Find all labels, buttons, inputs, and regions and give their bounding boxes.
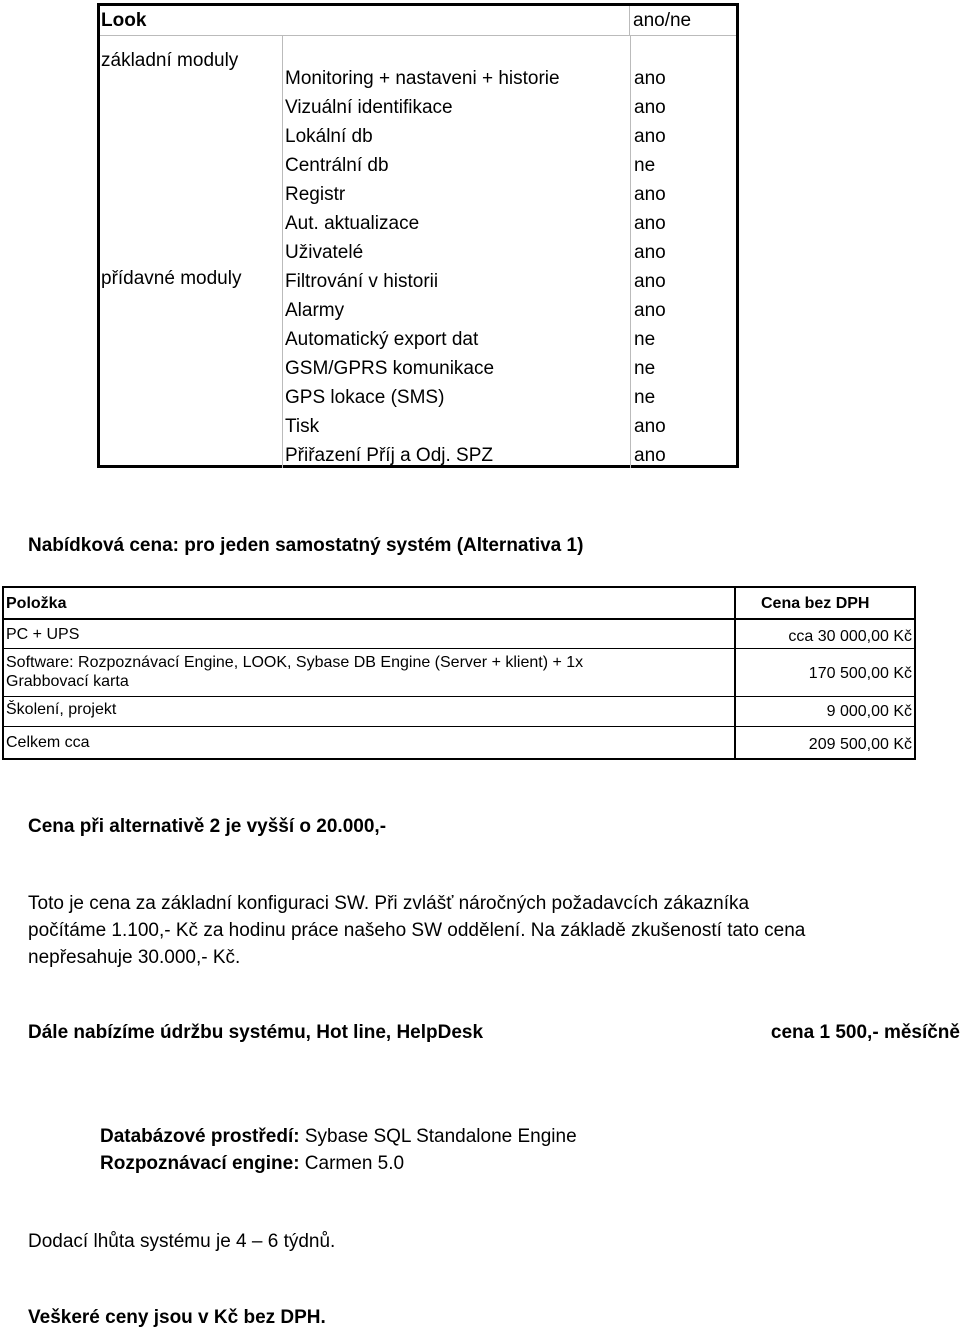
maintenance-price: cena 1 500,- měsíčně [770,1022,960,1043]
module-name: Filtrování v historii [285,271,439,292]
module-row [283,93,736,122]
row-divider [4,618,914,620]
module-name: Aut. aktualizace [285,213,420,234]
row-divider [4,726,914,727]
module-row [283,64,736,93]
module-row [283,325,736,354]
col-item-header: Položka [6,595,67,612]
module-value: ne [634,358,656,379]
module-row [283,151,736,180]
db-label: Databázové prostředí: [100,1126,300,1147]
offer-price: 170 500,00 Kč [808,665,912,682]
module-name: Tisk [285,416,320,437]
db-environment [100,1126,577,1148]
addon-modules-label: přídavné moduly [101,268,242,289]
offer-price: 9 000,00 Kč [826,703,912,720]
module-row [283,122,736,151]
base-modules-label: základní moduly [101,50,239,71]
module-name: Monitoring + nastaveni + historie [285,68,560,89]
prices-note: Veškeré ceny jsou v Kč bez DPH. [28,1307,326,1328]
modules-header-label: Look [100,6,630,36]
maintenance-label: Dále nabízíme údržbu systému, Hot line, HelpDesk [28,1022,484,1043]
row-divider [4,696,914,697]
offer-item: Školení, projekt [6,701,117,718]
recognition-engine [100,1153,404,1175]
config-note-line: Toto je cena za základní konfiguraci SW. Při zvlášť náročných požadavcích zákazníka [28,893,750,914]
modules-header-value: ano/ne [630,6,736,36]
module-value: ano [634,97,666,118]
module-row [283,383,736,412]
engine-label: Rozpoznávací engine: [100,1153,300,1174]
module-value: ne [634,155,656,176]
module-name: Centrální db [285,155,389,176]
module-value: ano [634,242,666,263]
module-name: Automatický export dat [285,329,479,350]
module-name: Lokální db [285,126,373,147]
module-name: Uživatelé [285,242,364,263]
module-value: ano [634,271,666,292]
price-table [2,586,916,760]
alternative-2-note: Cena při alternativě 2 je vyšší o 20.000,- [28,816,387,837]
modules-table [97,3,739,468]
engine-value: Carmen 5.0 [299,1153,405,1174]
offer-price: cca 30 000,00 Kč [788,628,912,645]
module-value: ano [634,184,666,205]
module-value: ano [634,213,666,234]
module-value: ano [634,300,666,321]
offer-item-line: Grabbovací karta [6,673,129,690]
offer-price: 209 500,00 Kč [808,736,912,753]
module-name: Přiřazení Příj a Odj. SPZ [285,445,494,466]
module-row [283,267,736,296]
module-name: Registr [285,184,346,205]
col-price-header: Cena bez DPH [761,595,870,612]
config-note-line: nepřesahuje 30.000,- Kč. [28,947,241,968]
module-name: GSM/GPRS komunikace [285,358,495,379]
delivery-time: Dodací lhůta systému je 4 – 6 týdnů. [28,1231,336,1252]
offer-item [6,653,583,691]
module-value: ano [634,126,666,147]
offer-heading: Nabídková cena: pro jeden samostatný systém (Alternativa 1) [28,535,584,556]
module-name: Vizuální identifikace [285,97,453,118]
module-name: Alarmy [285,300,345,321]
module-value: ne [634,329,656,350]
module-row [283,238,736,267]
module-row [283,354,736,383]
offer-item-line: Software: Rozpoznávací Engine, LOOK, Sybase DB Engine (Server + klient) + 1x [6,654,584,671]
module-value: ne [634,387,656,408]
module-row [283,209,736,238]
module-value: ano [634,68,666,89]
module-name: GPS lokace (SMS) [285,387,445,408]
row-divider [4,648,914,649]
module-value: ano [634,416,666,437]
module-row [283,180,736,209]
db-value: Sybase SQL Standalone Engine [299,1126,577,1147]
module-value: ano [634,445,666,466]
column-divider [734,588,736,758]
module-row [283,441,736,470]
module-row [283,412,736,441]
module-row [283,296,736,325]
offer-item: PC + UPS [6,626,80,643]
offer-item: Celkem cca [6,734,90,751]
config-note-line: počítáme 1.100,- Kč za hodinu práce našeho SW oddělení. Na základě zkušeností tato cena [28,920,806,941]
